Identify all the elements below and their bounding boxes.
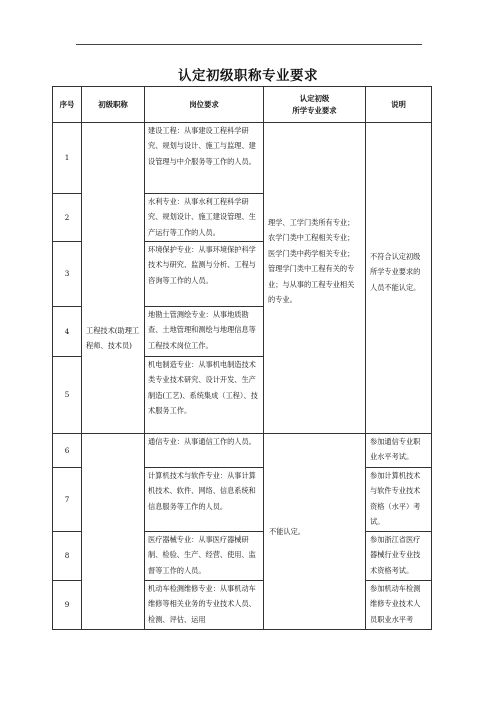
header-major [264,87,366,123]
row-duty: 建设工程：从事建设工程科学研究、规划与设计、施工与监理、建设管理与中介服务等工作的人员。 [145,123,264,194]
page-title: 认定初级职称专业要求 [178,68,318,84]
header-duty: 岗位要求 [145,87,264,123]
row-seq: 5 [53,357,82,434]
blank-title-cell [82,434,145,630]
row-note: 参加通信专业职业水平考试。 [366,434,432,468]
row-seq: 9 [53,581,82,630]
row-duty: 地勘土管测绘专业：从事地质勘查、土地管理和测绘与地理信息等工程技术岗位工作。 [145,307,264,357]
requirements-table [52,86,432,630]
row-seq: 3 [53,242,82,307]
table-header-row [53,87,432,123]
row-duty: 医疗器械专业：从事医疗器械研制、检验、生产、经营、使用、监督等工作的人员。 [145,532,264,581]
group-title: 工程技术(助理工程师、技术员) [82,123,145,434]
group-major: 理学、工学门类所有专业；农学门类中工程相关专业；医学门类中药学相关专业；管理学门类中工程有关的专业；与从事的工程专业相关的专业。 [264,123,366,434]
row-note: 参加机动车检测维修专业技术人员职业水平考 [366,581,432,630]
not-recognized: 不能认定。 [264,434,366,630]
row-seq: 8 [53,532,82,581]
group-note: 不符合认定初级所学专业要求的人员不能认定。 [366,123,432,434]
row-duty: 水利专业：从事水利工程科学研究、规划设计、施工建设管理、生产运行等工作的人员。 [145,194,264,242]
row-duty: 环境保护专业：从事环境保护科学技术与研究、监测与分析、工程与咨询等工作的人员。 [145,242,264,307]
header-note: 说明 [366,87,432,123]
row-note: 参加计算机技术与软件专业技术资格（水平）考试。 [366,468,432,532]
row-seq: 2 [53,194,82,242]
row-note: 参加浙江省医疗器械行业专业技术资格考试。 [366,532,432,581]
header-title: 初级职称 [82,87,145,123]
row-duty: 机动车检测维修专业：从事机动车维修等相关业务的专业技术人员、检测、评估、运用 [145,581,264,630]
table-row [53,123,432,194]
row-duty: 通信专业：从事通信工作的人员。 [145,434,264,468]
row-duty: 机电制造专业：从事机电制造技术类专业技术研究、设计开发、生产制造(工艺)、系统集成（工程）、技术服务工作。 [145,357,264,434]
header-seq: 序号 [53,87,82,123]
row-seq: 4 [53,307,82,357]
header-major-line1: 认定初级 [299,93,330,103]
row-seq: 7 [53,468,82,532]
row-seq: 1 [53,123,82,194]
row-duty: 计算机技术与软件专业：从事计算机技术、软件、网络、信息系统和信息服务等工作的人员。 [145,468,264,532]
header-rule [76,44,422,45]
header-major-line2: 所学专业要求 [292,105,337,115]
row-seq: 6 [53,434,82,468]
table-row [53,434,432,468]
